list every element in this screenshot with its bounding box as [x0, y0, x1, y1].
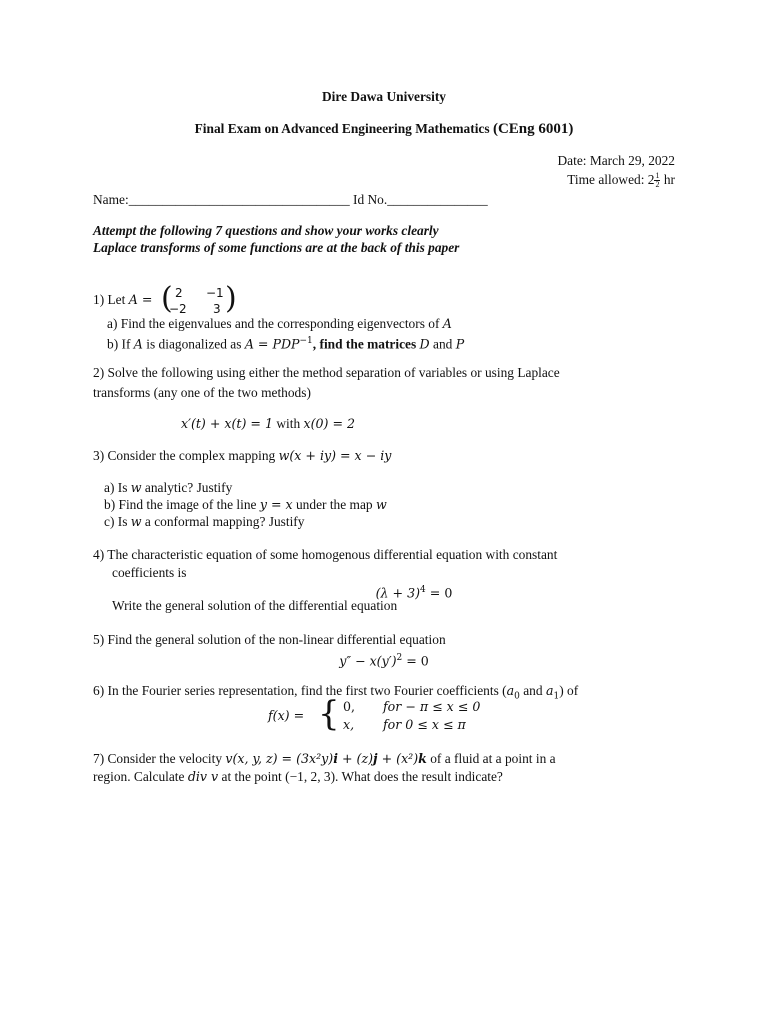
- matrix-cell-11: 2: [175, 286, 183, 300]
- q6-case-2-val: x,: [343, 717, 355, 732]
- matrix-left-paren: (: [161, 281, 173, 316]
- q7-rest-1: of a fluid at a point in a: [430, 751, 556, 766]
- q1-part-b-sup: −1: [299, 336, 313, 346]
- q3-part-c-label: c) Is: [104, 514, 128, 529]
- instruction-line-2: Laplace transforms of some functions are at the back of this paper: [93, 240, 460, 255]
- q2-line-1: 2) Solve the following using either the method separation of variables or using Laplace: [93, 365, 560, 380]
- q6-a1: a: [545, 683, 554, 698]
- q1-matrix: [161, 281, 241, 318]
- q7-line-2: [93, 769, 503, 785]
- q6-case-2: [343, 717, 354, 733]
- id-field: Id No._______________: [353, 192, 488, 207]
- q4-line-2: coefficients is: [112, 565, 187, 580]
- matrix-cell-12: −1: [206, 286, 224, 300]
- q7-lead: 7) Consider the velocity: [93, 751, 223, 766]
- q2-with: with: [276, 416, 301, 431]
- q6-fx-label: f(x) =: [268, 708, 305, 723]
- q3-part-b-label: b) Find the image of the line: [104, 497, 257, 512]
- q2-equation: x′(t) + x(t) = 1: [181, 416, 273, 431]
- q6-case-2-cond: for 0 ≤ x ≤ π: [383, 717, 466, 732]
- q7-i: i: [333, 751, 338, 766]
- q6-fx: [268, 708, 304, 724]
- q5-equation-exp: 2: [396, 653, 403, 663]
- q7-plus-1: + (z): [338, 751, 374, 766]
- q4-equation-rest: = 0: [425, 585, 453, 601]
- exam-date: Date: March 29, 2022: [557, 153, 675, 168]
- q1-part-a: [107, 316, 452, 332]
- q6-a0-sub: 0: [514, 691, 520, 702]
- q1-part-b-eq: A = PDP: [244, 336, 300, 352]
- time-allowed: [400, 172, 675, 189]
- q7-j: j: [373, 751, 378, 766]
- q1-part-b-and: and: [433, 336, 453, 352]
- q4-equation-exp: 4: [420, 585, 426, 595]
- q4-equation-base: (λ + 3): [375, 585, 421, 601]
- q7-line-1: [93, 751, 556, 767]
- exam-title: [0, 121, 768, 137]
- q1-eq: =: [137, 292, 153, 307]
- q4-line-3: Write the general solution of the differential equation: [112, 598, 398, 613]
- q6-a1-sub: 1: [553, 691, 560, 702]
- q1-lead-text: 1) Let: [93, 292, 126, 307]
- q3-part-a: [104, 480, 232, 496]
- student-info-line: [93, 192, 488, 208]
- q3-mapping: w(x + iy) = x − iy: [278, 448, 392, 463]
- q5-equation-b: = 0: [402, 653, 429, 669]
- time-fraction-den: 2: [655, 180, 660, 190]
- matrix-right-paren: ): [225, 281, 237, 316]
- q7-line-2-b: at the point (−1, 2, 3). What does the result indicate?: [221, 769, 503, 784]
- q6-of: ) of: [559, 683, 579, 698]
- instruction-line-1: Attempt the following 7 questions and show your works clearly: [93, 223, 439, 238]
- q3-part-a-w: w: [130, 480, 142, 495]
- q6-a0: a: [506, 683, 515, 698]
- course-code-suffix: ): [568, 121, 574, 137]
- q3-part-b: [104, 497, 387, 513]
- q6-and: and: [523, 683, 543, 698]
- q6-brace: {: [318, 694, 340, 734]
- q3-part-a-label: a) Is: [104, 480, 128, 495]
- q1-part-b-var: A: [133, 336, 143, 352]
- q1-part-b-d: D: [419, 336, 430, 352]
- q1-part-b-text3: , find the matrices: [312, 336, 417, 352]
- name-field: Name:_________________________________: [93, 192, 350, 207]
- q7-velocity: v(x, y, z) = (3x²y): [225, 751, 334, 766]
- q5-line-1: 5) Find the general solution of the non-linear differential equation: [93, 632, 446, 647]
- q7-div: div v: [187, 769, 219, 784]
- q3-lead-text: 3) Consider the complex mapping: [93, 448, 276, 463]
- time-fraction: [654, 172, 660, 189]
- q1-part-a-var: A: [442, 316, 452, 331]
- q2-line-2: transforms (any one of the two methods): [93, 385, 311, 400]
- q6-case-1-cond: for − π ≤ x ≤ 0: [383, 699, 481, 714]
- q3-part-b-w: w: [375, 497, 387, 512]
- q7-line-2-a: region. Calculate: [93, 769, 185, 784]
- q1-var-a: A: [128, 292, 138, 307]
- q7-plus-2: + (x²): [377, 751, 419, 766]
- q3-part-c: [104, 514, 304, 530]
- q3-part-b-rest: under the map: [295, 497, 373, 512]
- q7-k: k: [418, 751, 427, 766]
- q1-part-b-text2: is diagonalized as: [146, 336, 242, 352]
- matrix-cell-22: 3: [213, 302, 221, 316]
- q3-part-a-rest: analytic? Justify: [144, 480, 233, 495]
- q5-equation-a: y″ − x(y′): [339, 653, 397, 669]
- q3-part-c-rest: a conformal mapping? Justify: [144, 514, 305, 529]
- time-allowed-label: Time allowed: 2: [567, 172, 655, 187]
- q6-case-2-condition: [383, 717, 466, 733]
- q6-line-1-text: 6) In the Fourier series representation, find the first two Fourier coefficients (: [93, 683, 507, 698]
- q1-lead: [93, 292, 152, 308]
- q1-part-b-text1: b) If: [107, 336, 131, 352]
- time-fraction-num: 1: [655, 171, 660, 181]
- q6-case-1-val: 0,: [343, 699, 356, 714]
- matrix-cell-21: −2: [169, 302, 187, 316]
- course-code-number: 6001: [538, 121, 569, 137]
- q3-part-c-w: w: [130, 514, 142, 529]
- q1-part-a-text: a) Find the eigenvalues and the corresponding eigenvectors of: [107, 316, 440, 331]
- q3-lead: [93, 448, 391, 464]
- q4-line-1: 4) The characteristic equation of some homogenous differential equation with constant: [93, 547, 558, 562]
- time-unit: hr: [663, 172, 675, 187]
- q1-part-b-p: P: [455, 336, 465, 352]
- q5-equation: [0, 650, 768, 669]
- q3-part-b-line: y = x: [259, 497, 293, 512]
- q6-case-1: [343, 699, 355, 715]
- q2-equation-line: [181, 416, 355, 432]
- university-name: Dire Dawa University: [322, 89, 446, 104]
- q6-case-1-condition: [383, 699, 480, 715]
- course-code-prefix: (CEng: [492, 121, 539, 137]
- q1-part-b: [107, 333, 464, 352]
- q2-initial: x(0) = 2: [303, 416, 356, 431]
- exam-title-text: Final Exam on Advanced Engineering Mathematics: [194, 121, 490, 136]
